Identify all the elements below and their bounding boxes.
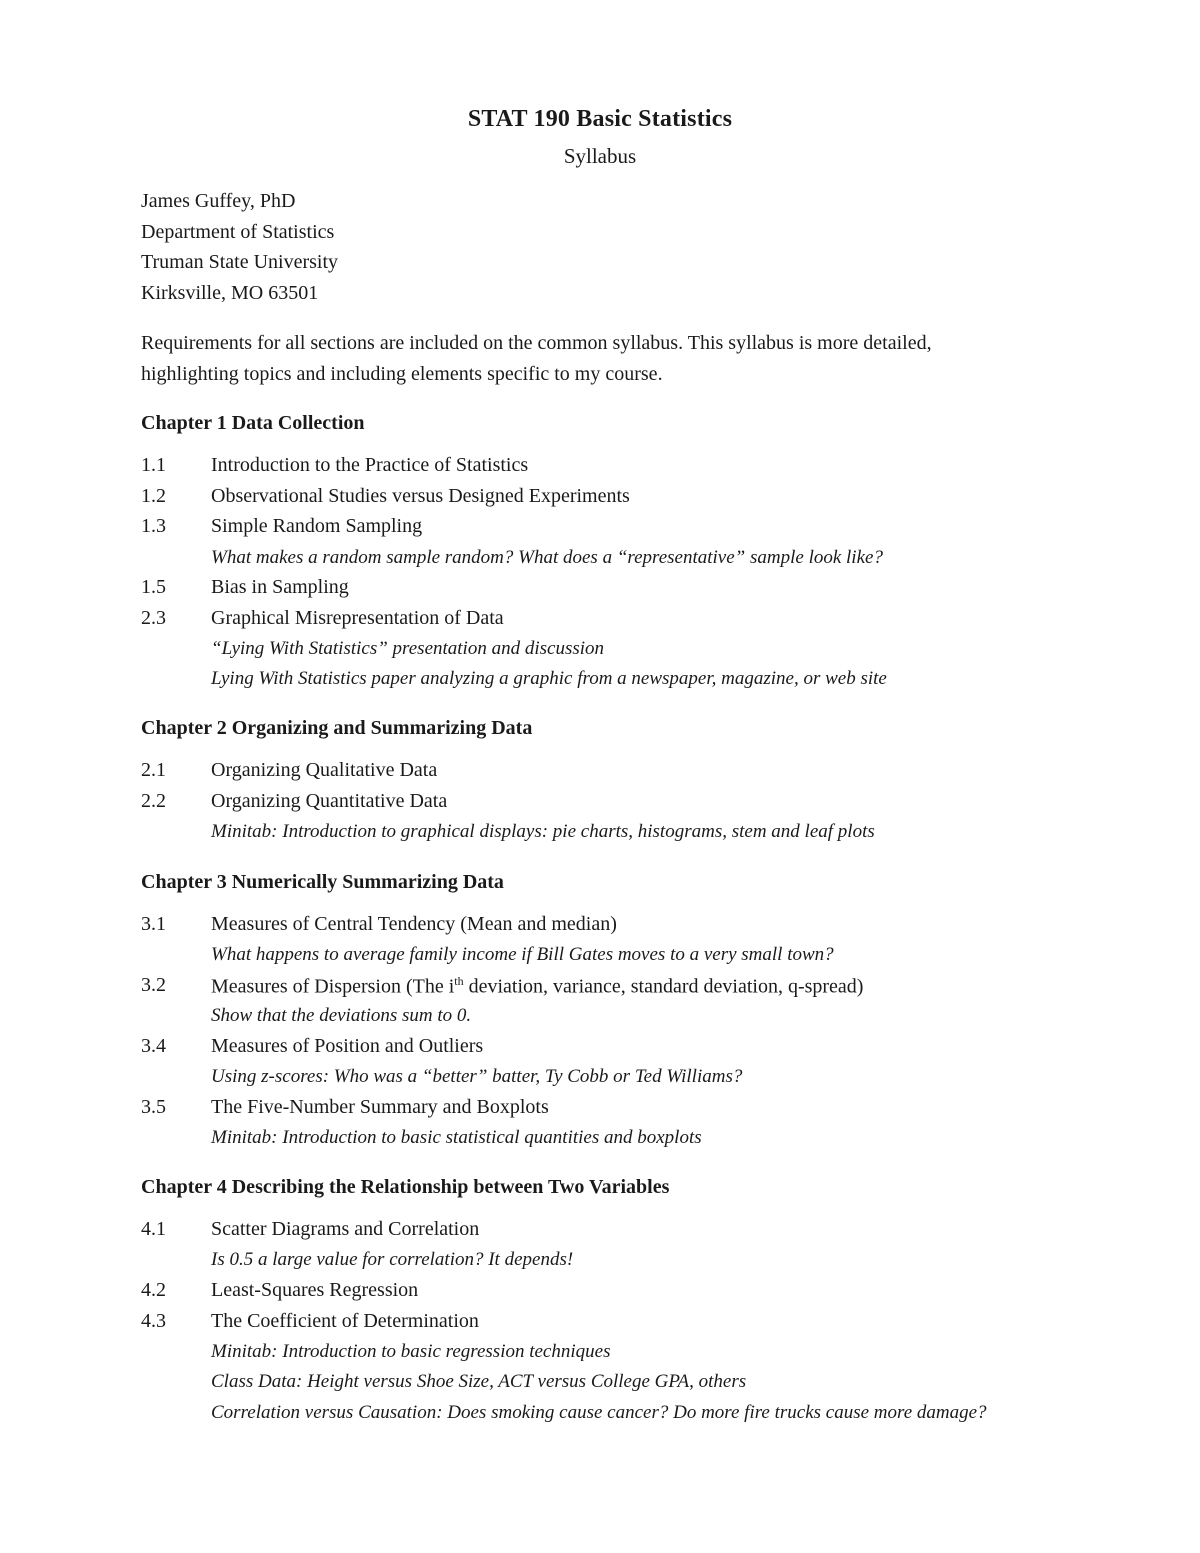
section-title: Measures of Central Tendency (Mean and median)	[211, 913, 617, 935]
instructor-name: James Guffey, PhD	[141, 190, 296, 212]
section-number: 3.5	[141, 1096, 166, 1118]
section-number: 2.3	[141, 607, 166, 629]
section-number: 3.4	[141, 1035, 166, 1057]
section-title: Organizing Quantitative Data	[211, 790, 448, 812]
intro-line-1: Requirements for all sections are included on the common syllabus. This syllabus is more detailed,	[141, 332, 932, 354]
superscript: th	[454, 974, 464, 988]
section-title: Graphical Misrepresentation of Data	[211, 607, 504, 629]
section-title: Simple Random Sampling	[211, 515, 423, 537]
instructor-department: Department of Statistics	[141, 221, 335, 243]
chapter-heading: Chapter 2 Organizing and Summarizing Data	[141, 717, 533, 739]
section-title-part: deviation, variance, standard deviation, q-spread)	[463, 975, 864, 998]
section-note: Minitab: Introduction to basic regression techniques	[211, 1341, 611, 1362]
section-note: What happens to average family income if Bill Gates moves to a very small town?	[211, 944, 834, 965]
section-title: Introduction to the Practice of Statistics	[211, 454, 529, 476]
section-number: 2.2	[141, 790, 166, 812]
section-note: Correlation versus Causation: Does smoking cause cancer? Do more fire trucks cause more damage?	[211, 1402, 987, 1423]
section-title: Organizing Qualitative Data	[211, 759, 438, 781]
instructor-university: Truman State University	[141, 251, 339, 273]
section-number: 1.1	[141, 454, 166, 476]
page-subtitle: Syllabus	[563, 144, 637, 168]
section-title-part: Measures of Dispersion (The i	[211, 975, 455, 998]
section-number: 4.1	[141, 1218, 166, 1240]
section-title: The Five-Number Summary and Boxplots	[211, 1096, 549, 1118]
section-number: 3.1	[141, 913, 166, 935]
chapter-heading: Chapter 4 Describing the Relationship between Two Variables	[141, 1176, 670, 1198]
page-title: STAT 190 Basic Statistics	[467, 106, 733, 132]
chapter-heading: Chapter 3 Numerically Summarizing Data	[141, 871, 504, 893]
intro-line-2: highlighting topics and including elements specific to my course.	[141, 363, 663, 385]
section-note: Is 0.5 a large value for correlation? It depends!	[211, 1249, 574, 1270]
section-number: 1.3	[141, 515, 166, 537]
chapter-heading: Chapter 1 Data Collection	[141, 412, 365, 434]
section-title-with-superscript	[211, 974, 863, 999]
section-note: Class Data: Height versus Shoe Size, ACT versus College GPA, others	[211, 1371, 747, 1392]
section-number: 1.2	[141, 485, 166, 507]
section-note: “Lying With Statistics” presentation and discussion	[211, 638, 605, 659]
section-note: Using z-scores: Who was a “better” batter, Ty Cobb or Ted Williams?	[211, 1066, 743, 1087]
section-note: Minitab: Introduction to graphical displays: pie charts, histograms, stem and leaf plots	[211, 821, 875, 842]
section-note: Minitab: Introduction to basic statistical quantities and boxplots	[211, 1127, 702, 1148]
section-note: What makes a random sample random? What does a “representative” sample look like?	[211, 547, 883, 568]
section-number: 4.3	[141, 1310, 166, 1332]
section-title: The Coefficient of Determination	[211, 1310, 479, 1332]
section-number: 3.2	[141, 974, 166, 996]
section-note: Show that the deviations sum to 0.	[211, 1005, 472, 1026]
section-title: Least-Squares Regression	[211, 1279, 419, 1301]
section-number: 1.5	[141, 576, 166, 598]
section-number: 2.1	[141, 759, 166, 781]
section-title: Observational Studies versus Designed Experiments	[211, 485, 630, 507]
instructor-city: Kirksville, MO 63501	[141, 282, 319, 304]
section-note: Lying With Statistics paper analyzing a graphic from a newspaper, magazine, or web site	[211, 668, 887, 689]
section-title: Measures of Position and Outliers	[211, 1035, 484, 1057]
section-title: Bias in Sampling	[211, 576, 349, 598]
section-title: Scatter Diagrams and Correlation	[211, 1218, 480, 1240]
section-number: 4.2	[141, 1279, 166, 1301]
